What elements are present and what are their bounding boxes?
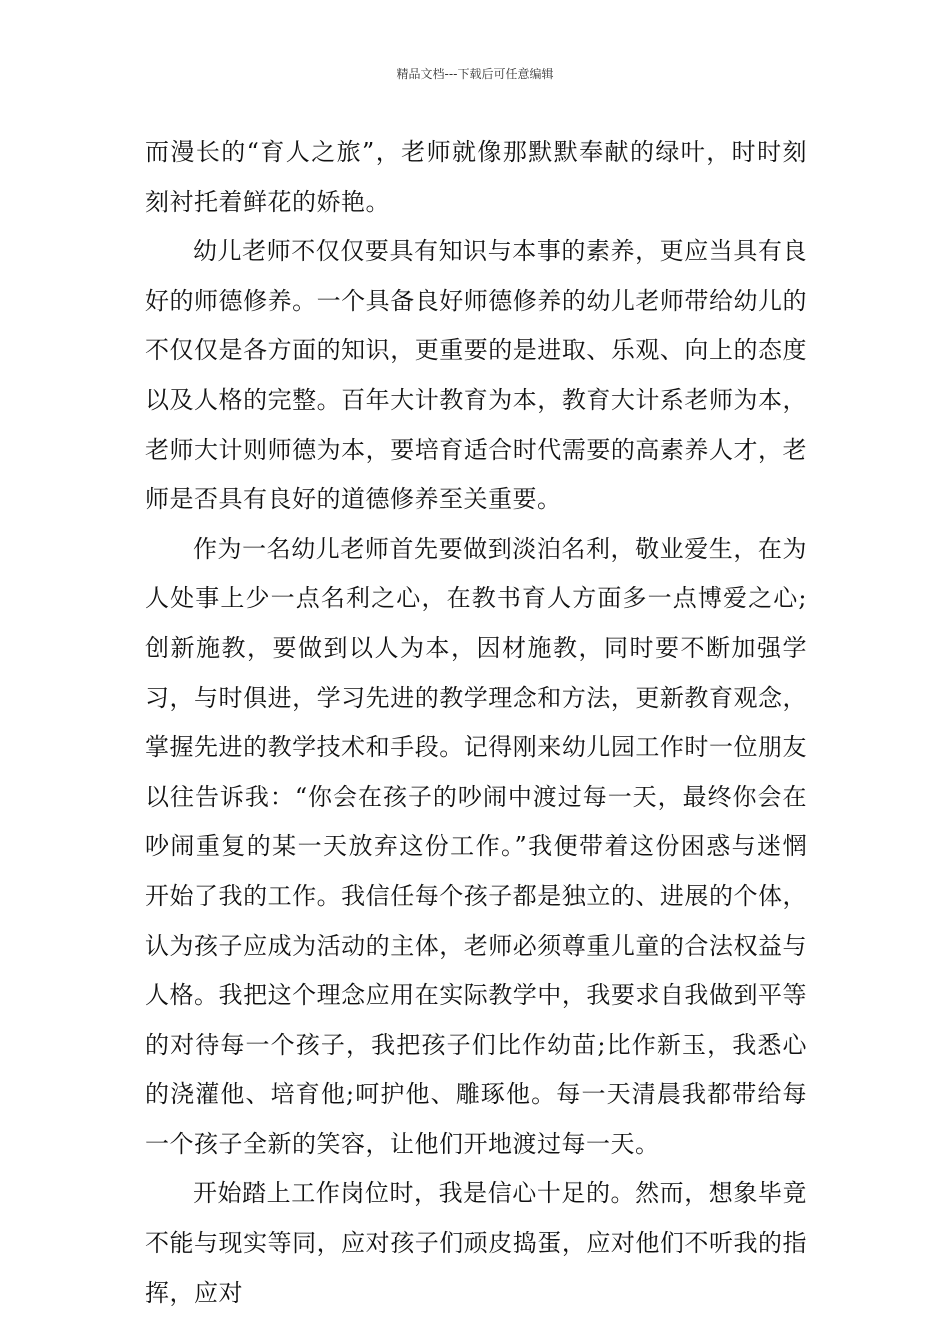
paragraph-2: 幼儿老师不仅仅要具有知识与本事的素养，更应当具有良好的师德修养。一个具备良好师德修养的幼儿老师带给幼儿的不仅仅是各方面的知识，更重要的是进取、乐观、向上的态度以及人格的完整。百年大计教育为本，教育大计系老师为本，老师大计则师德为本，要培育适合时代需要的高素养人才，老师是否具有良好的道德修养至关重要。 [145,237,807,514]
page-header: 精品文档---下载后可任意编辑 [396,67,554,81]
paragraph-1: 而漫长的“育人之旅”，老师就像那默默奉献的绿叶，时时刻刻衬托着鲜花的娇艳。 [145,138,807,216]
paragraph-4: 开始踏上工作岗位时，我是信心十足的。然而，想象毕竟不能与现实等同，应对孩子们顽皮捣蛋，应对他们不听我的指挥，应对 [145,1179,807,1307]
paragraph-3: 作为一名幼儿老师首先要做到淡泊名利，敬业爱生，在为人处事上少一点名利之心，在教书育人方面多一点博爱之心;创新施教，要做到以人为本，因材施教，同时要不断加强学习，与时俱进，学习先进的教学理念和方法，更新教育观念，掌握先进的教学技术和手段。记得刚来幼儿园工作时一位朋友以往告诉我：“你会在孩子的吵闹中渡过每一天，最终你会在吵闹重复的某一天放弃这份工作。”我便带着这份困惑与迷惘开始了我的工作。我信任每个孩子都是独立的、进展的个体，认为孩子应成为活动的主体，老师必须尊重儿童的合法权益与人格。我把这个理念应用在实际教学中，我要求自我做到平等的对待每一个孩子，我把孩子们比作幼苗;比作新玉，我悉心的浇灌他、培育他;呵护他、雕琢他。每一天清晨我都带给每一个孩子全新的笑容，让他们开地渡过每一天。 [145,534,807,1158]
document-body [145,128,807,1318]
